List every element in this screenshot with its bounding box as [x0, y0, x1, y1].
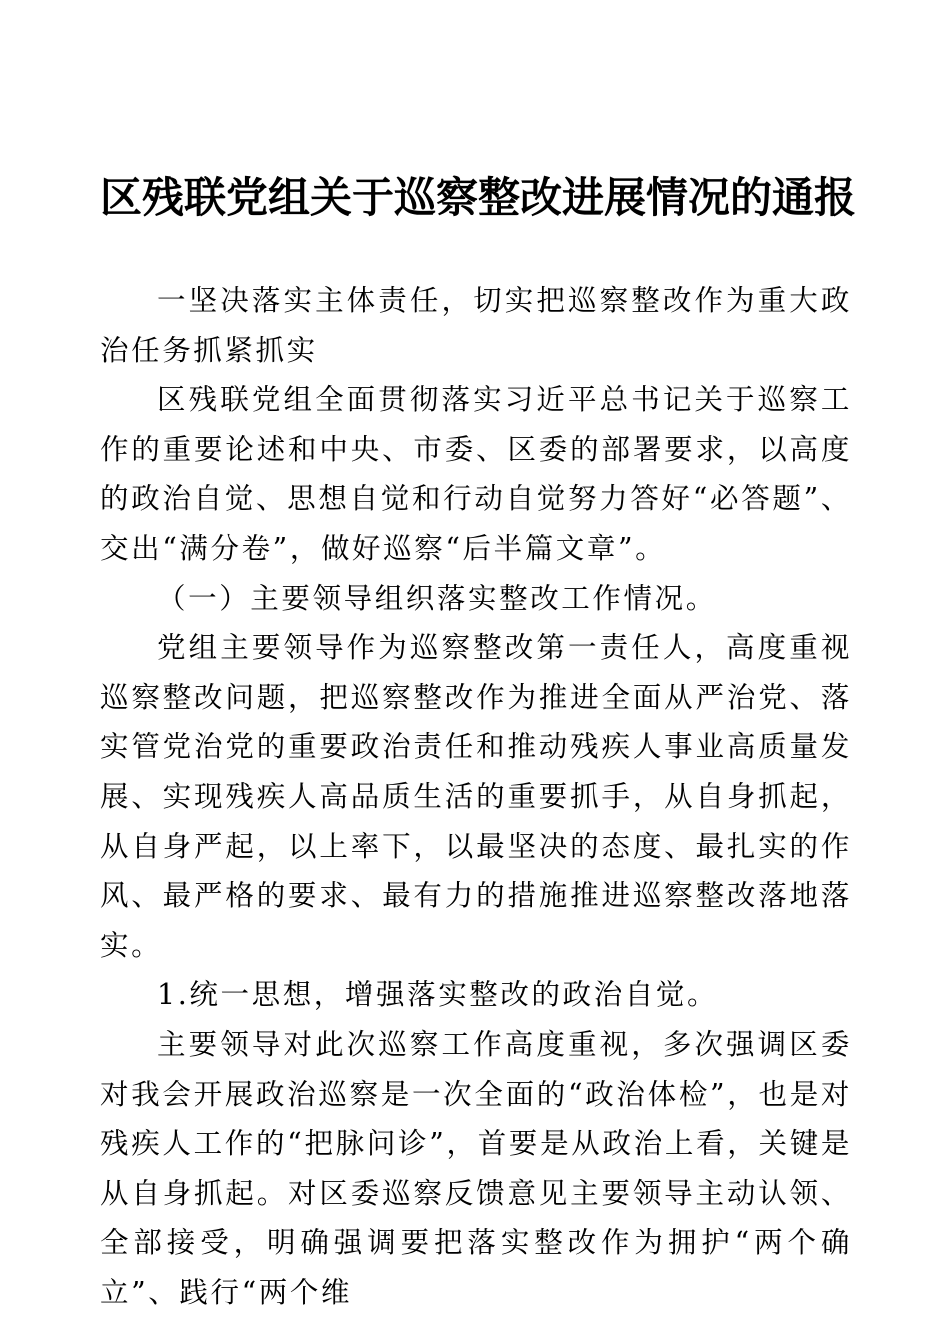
document-body	[100, 276, 852, 1317]
numbered-heading: 1.统一思想，增强落实整改的政治自觉。	[157, 978, 719, 1012]
body-paragraph: 区残联党组全面贯彻落实习近平总书记关于巡察工作的重要论述和中央、市委、区委的部署要求，以高度的政治自觉、思想自觉和行动自觉努力答好“必答题”、交出“满分卷”，做好巡察“后半篇文章”。	[100, 383, 852, 565]
subsection-heading: （一）主要领导组织落实整改工作情况。	[157, 581, 717, 615]
document-title: 区残联党组关于巡察整改进展情况的通报	[100, 173, 857, 222]
body-paragraph: 党组主要领导作为巡察整改第一责任人，高度重视巡察整改问题，把巡察整改作为推进全面从严治党、落实管党治党的重要政治责任和推动残疾人事业高质量发展、实现残疾人高品质生活的重要抓手，从自身抓起，从自身严起，以上率下，以最坚决的态度、最扎实的作风、最严格的要求、最有力的措施推进巡察整改落地落实。	[100, 631, 852, 962]
body-paragraph: 主要领导对此次巡察工作高度重视，多次强调区委对我会开展政治巡察是一次全面的“政治体检”，也是对残疾人工作的“把脉问诊”，首要是从政治上看，关键是从自身抓起。对区委巡察反馈意见主要领导主动认领、全部接受，明确强调要把落实整改作为拥护“两个确立”、践行“两个维	[100, 1027, 852, 1309]
section-heading-1: 一坚决落实主体责任，切实把巡察整改作为重大政治任务抓紧抓实	[100, 284, 852, 367]
